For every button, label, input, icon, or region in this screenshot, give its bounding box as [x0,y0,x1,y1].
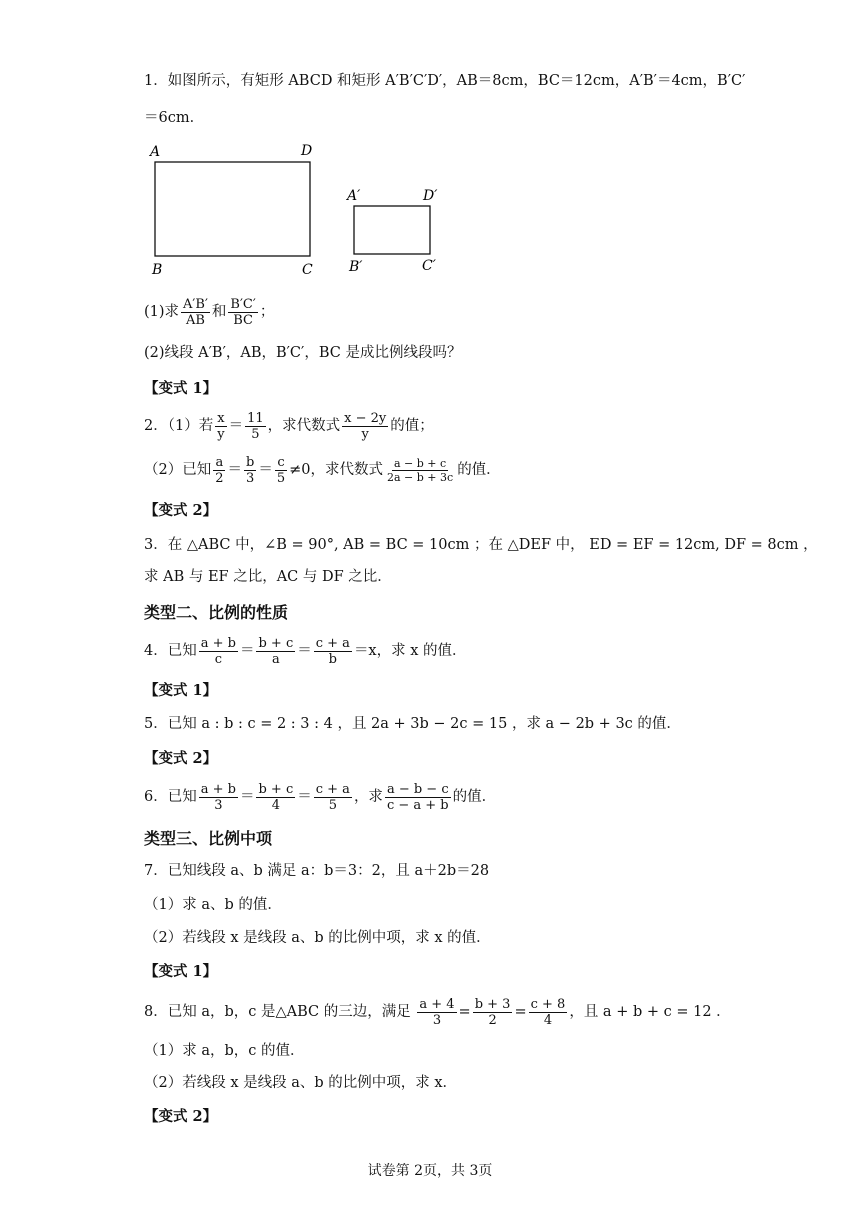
rect-a1b1c1d1 [354,206,430,254]
q8-line1: 8．已知 a，b，c 是△ABC 的三边，满足 $\frac{a + 4}{3}$ = $\frac{b + 3}{2}$ = $\frac{c + 8}{4}$ ，且 a + b + c = 12 ． [144,996,731,1028]
q8-line3: （2）若线段 x 是线段 a、b 的比例中项，求 x． [144,1075,458,1091]
variant-1-a: 【变式 1】 [144,380,218,397]
label-C: C [302,262,313,278]
q3-line1: 3．在 △ABC 中，∠B = 90°, AB = BC = 10cm ；在 △DEF 中， ED = EF = 12cm, DF = 8cm ， [144,537,818,553]
q1-intro: 1．如图所示，有矩形 ABCD 和矩形 A′B′C′D′，AB＝8cm，BC＝12cm，A′B′＝4cm，B′C′ [144,73,746,89]
variant-2-c: 【变式 2】 [144,1108,218,1125]
section-3-title: 类型三、比例中项 [144,829,273,848]
label-A: A [150,144,161,160]
variant-2-a: 【变式 2】 [144,502,218,519]
variant-1-b: 【变式 1】 [144,682,218,699]
q3-line2: 求 AB 与 EF 之比，AC 与 DF 之比． [144,569,392,585]
q1-part1: (1)求 $\frac{A'B'}{AB}$ 和 $\frac{B'C'}{BC}$ ； [144,296,275,328]
label-B: B [152,262,163,278]
variant-1-c: 【变式 1】 [144,963,218,980]
q7-line2: （1）求 a、b 的值． [144,897,282,913]
q5: 5．已知 a : b : c = 2 : 3 : 4 ，且 2a + 3b − 2c = 15 ，求 a − 2b + 3c 的值． [144,716,681,732]
q7-line1: 7．已知线段 a、b 满足 a：b＝3：2，且 a＋2b＝28 [144,863,490,879]
q6: 6．已知 $\frac{a + b}{3}$ ＝ $\frac{b + c}{4}$ ＝ $\frac{c + a}{5}$ ，求 $\frac{a - b - c}{c - a + b}$ 的值． [144,781,497,813]
q1-intro-cont: ＝6cm． [144,110,205,126]
page-footer: 试卷第 2页，共 3页 [367,1163,493,1179]
label-A1: A′ [347,188,361,204]
section-2-title: 类型二、比例的性质 [144,603,289,622]
label-B1: B′ [349,259,363,275]
rect-abcd [155,162,310,256]
variant-2-b: 【变式 2】 [144,750,218,767]
label-D1: D′ [423,188,438,204]
label-C1: C′ [422,258,436,274]
q8-line2: （1）求 a，b，c 的值． [144,1043,305,1059]
q7-line3: （2）若线段 x 是线段 a、b 的比例中项，求 x 的值． [144,930,491,946]
q2-part2: （2）已知 $\frac{a}{2}$ ＝ $\frac{b}{3}$ ＝ $\frac{c}{5}$ ≠0，求代数式 $\frac{a - b + c}{2a - b + 3c}$ 的值． [144,454,501,486]
q4: 4．已知 $\frac{a + b}{c}$ ＝ $\frac{b + c}{a}$ ＝ $\frac{c + a}{b}$ ＝x，求 x 的值． [144,635,467,667]
q1-figure [144,140,454,282]
label-D: D [301,143,313,159]
q2-part1: 2．（1）若 $\frac{x}{y}$ ＝ $\frac{11}{5}$ ，求代数式 $\frac{x - 2y}{y}$ 的值； [144,410,434,442]
q1-part2: (2)线段 A′B′，AB，B′C′，BC 是成比例线段吗？ [144,345,462,361]
